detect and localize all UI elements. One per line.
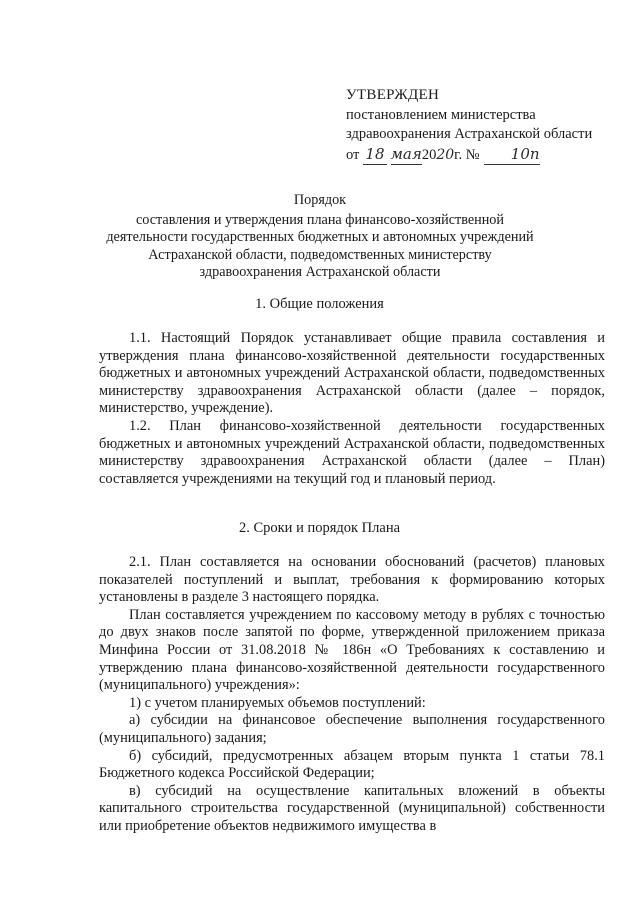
approval-line-2: здравоохранения Астраханской области	[346, 126, 593, 142]
document-title-block	[100, 192, 540, 282]
handwritten-year-suffix: 20	[436, 146, 455, 163]
paragraph-2-2: План составляется учреждением по кассовому методу в рублях с точностью до двух знаков после запятой по форме, утвержденной приложением приказа Минфина России от 31.08.2018 № 186н «О Требованиях к составлению и утверждению плана финансово-хозяйственной деятельности государственного (муниципального) учреждения»:	[99, 606, 605, 694]
approval-year-prefix: 20	[421, 146, 437, 163]
list-item-b: б) субсидий, предусмотренных абзацем вторым пункта 1 статьи 78.1 Бюджетного кодекса Российской Федерации;	[99, 747, 605, 782]
approval-year-label: г. №	[454, 146, 480, 163]
approval-block	[346, 86, 626, 165]
handwritten-number: 10п	[484, 145, 540, 166]
section-1-body	[99, 330, 605, 488]
document-title: Порядок	[293, 192, 347, 208]
handwritten-month: мая	[391, 145, 422, 166]
paragraph-2-1: 2.1. План составляется на основании обоснований (расчетов) плановых показателей поступлений и выплат, требования к формированию которых установлены в разделе 3 настоящего порядка.	[99, 554, 605, 606]
paragraph-1-2: 1.2. План финансово-хозяйственной деятельности государственных бюджетных и автономных учреждений Астраханской области, подведомственных министерству здравоохранения Астраханской области (далее – План) составляется учреждениями на текущий год и плановый период.	[99, 417, 605, 487]
approval-from-label: от	[346, 146, 360, 163]
paragraph-1-1: 1.1. Настоящий Порядок устанавливает общие правила составления и утверждения плана финансово-хозяйственной деятельности государственных бюджетных и автономных учреждений Астраханской области, подведомственных министерству здравоохранения Астраханской области (далее – порядок, министерство, учреждение).	[99, 330, 605, 417]
list-item-1: 1) с учетом планируемых объемов поступлений:	[129, 694, 426, 711]
approval-line-1: постановлением министерства	[346, 106, 536, 123]
section-2-heading: 2. Сроки и порядок Плана	[238, 520, 401, 536]
handwritten-day: 18	[363, 145, 386, 166]
list-item-v: в) субсидий на осуществление капитальных вложений в объекты капитального строительства государственной (муниципальной) собственности или приобретение объектов недвижимого имущества в	[99, 782, 605, 834]
section-2-body	[99, 554, 605, 836]
approval-date-number-line	[346, 145, 626, 166]
section-1-heading: 1. Общие положения	[255, 296, 384, 312]
approval-heading: УТВЕРЖДЕН	[346, 87, 440, 103]
document-subtitle: составления и утверждения плана финансово-хозяйственной деятельности государственных бюджетных и автономных учреждений Астраханской области, подведомственных министерству здравоохранения Астраханской области	[106, 211, 534, 281]
list-item-a: а) субсидии на финансовое обеспечение выполнения государственного (муниципального) задания;	[99, 712, 605, 746]
